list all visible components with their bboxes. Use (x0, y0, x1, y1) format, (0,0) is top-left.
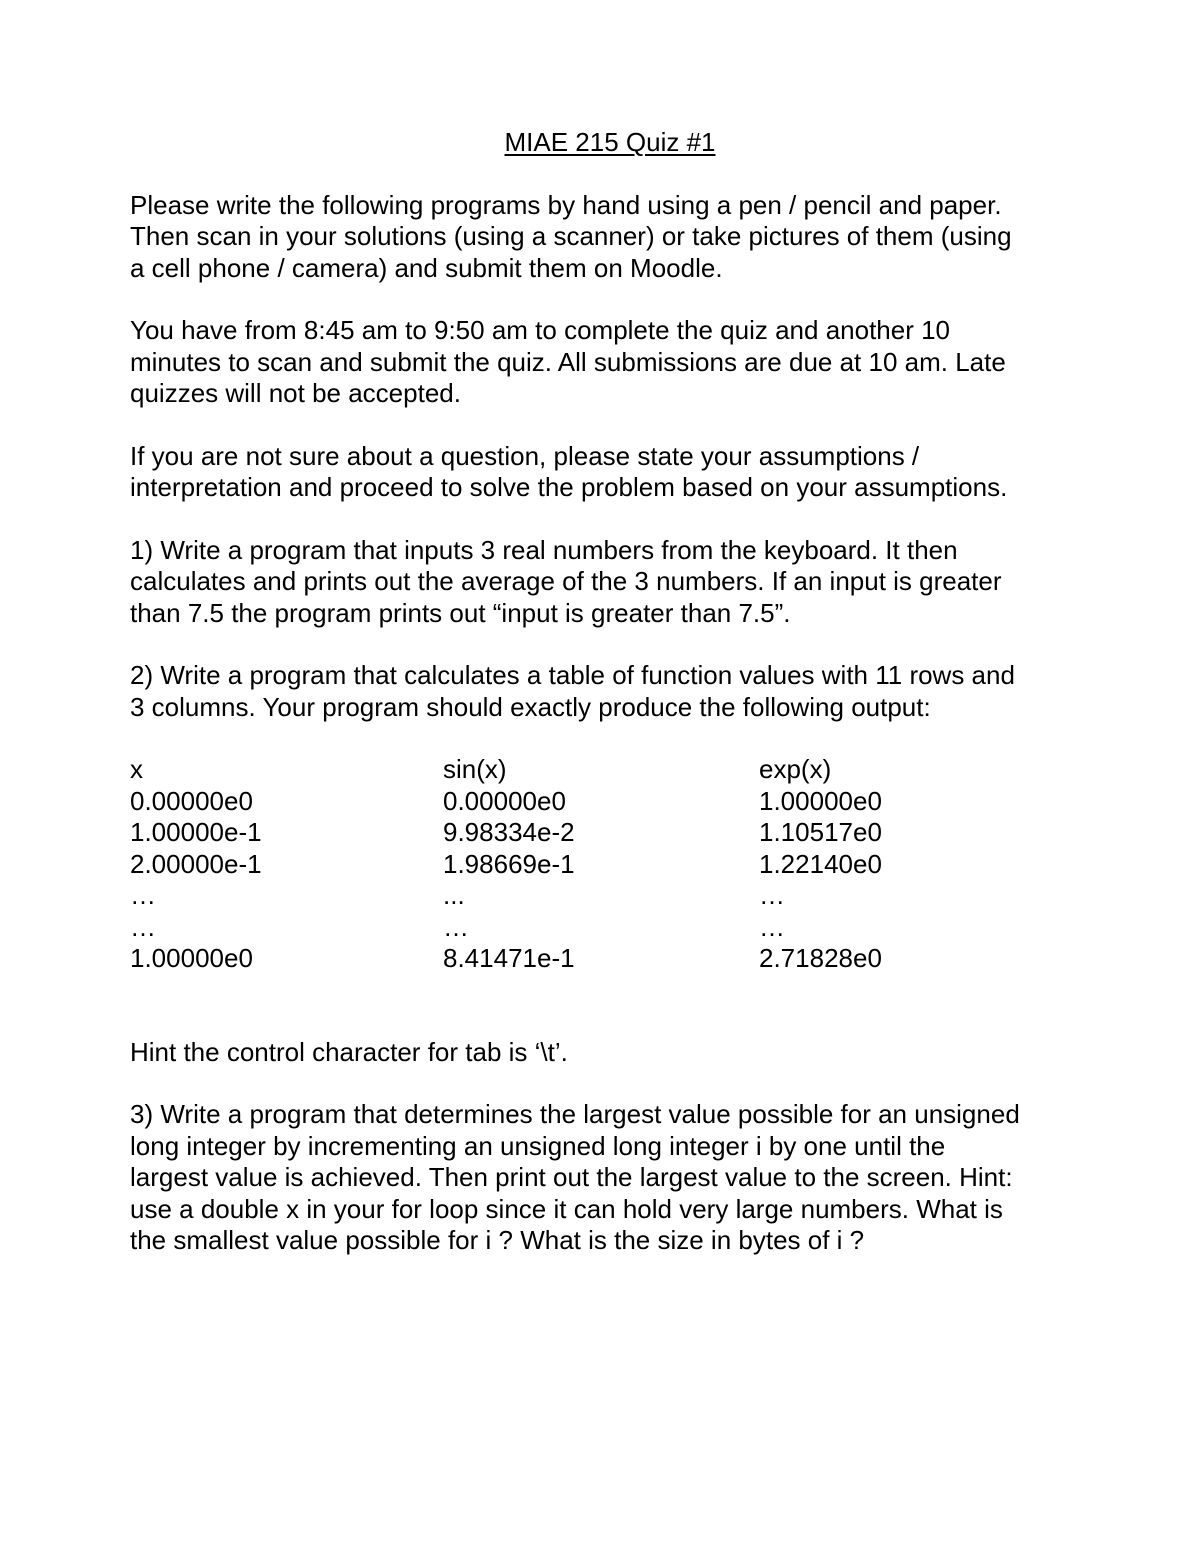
question-1-line: calculates and prints out the average of the 3 numbers. If an input is greater (130, 566, 1002, 596)
document-title: MIAE 215 Quiz #1 (504, 127, 716, 157)
assumptions-paragraph (130, 441, 1090, 504)
question-3-line: long integer by incrementing an unsigned long integer i by one until the (130, 1130, 946, 1161)
document-page (130, 127, 1090, 1288)
tab-hint (130, 1037, 1090, 1069)
function-table (130, 754, 1090, 975)
question-2-line: 3 columns. Your program should exactly produce the following output: (130, 691, 931, 722)
table-cell: ... (443, 880, 465, 910)
tab-hint-line: Hint the control character for tab is ‘\t’. (130, 1036, 568, 1067)
intro-line: a cell phone / camera) and submit them on Moodle. (130, 252, 723, 283)
table-cell: 2.71828e0 (759, 943, 882, 973)
table-cell: 9.98334e-2 (443, 817, 575, 847)
table-header-x: x (130, 754, 143, 784)
table-cell: … (443, 911, 469, 942)
assumptions-line: interpretation and proceed to solve the problem based on your assumptions. (130, 472, 1008, 502)
table-cell: 1.22140e0 (759, 848, 882, 879)
table-cell: 1.00000e-1 (130, 817, 262, 847)
table-cell: … (759, 911, 785, 942)
question-1-line: 1) Write a program that inputs 3 real numbers from the keyboard. It then (130, 534, 958, 565)
table-cell: 0.00000e0 (130, 785, 253, 816)
timing-line: minutes to scan and submit the quiz. All submissions are due at 10 am. Late (130, 346, 1006, 377)
table-cell: 1.10517e0 (759, 817, 882, 847)
assumptions-line: If you are not sure about a question, please state your assumptions / (130, 440, 920, 471)
intro-paragraph (130, 190, 1090, 285)
question-1-line: than 7.5 the program prints out “input is greater than 7.5”. (130, 597, 791, 628)
table-cell: 1.98669e-1 (443, 848, 575, 879)
table-cell: … (759, 880, 785, 910)
question-3-line: largest value is achieved. Then print out the largest value to the screen. Hint: (130, 1162, 1013, 1192)
table-row (130, 817, 1090, 849)
table-row (130, 849, 1090, 881)
question-3 (130, 1099, 1090, 1257)
timing-paragraph (130, 315, 1090, 410)
table-row (130, 912, 1090, 944)
table-header-exp: exp(x) (759, 754, 832, 784)
table-row (130, 880, 1090, 912)
table-cell: 0.00000e0 (443, 785, 566, 816)
table-cell: … (130, 911, 156, 942)
question-3-line: the smallest value possible for i ? What is the size in bytes of i ? (130, 1225, 865, 1255)
intro-line: Then scan in your solutions (using a scanner) or take pictures of them (using (130, 221, 1012, 251)
question-2 (130, 660, 1090, 723)
timing-line: You have from 8:45 am to 9:50 am to complete the quiz and another 10 (130, 315, 951, 345)
table-cell: … (130, 880, 156, 910)
timing-line: quizzes will not be accepted. (130, 378, 461, 408)
table-cell: 8.41471e-1 (443, 943, 575, 973)
table-row (130, 943, 1090, 975)
table-cell: 1.00000e0 (130, 943, 253, 973)
intro-line: Please write the following programs by hand using a pen / pencil and paper. (130, 189, 1002, 220)
question-3-line: 3) Write a program that determines the largest value possible for an unsigned (130, 1099, 1020, 1129)
table-header-row (130, 754, 1090, 786)
question-3-line: use a double x in your for loop since it can hold very large numbers. What is (130, 1193, 1003, 1224)
table-cell: 1.00000e0 (759, 785, 882, 816)
table-header-sin: sin(x) (443, 754, 507, 784)
question-1 (130, 535, 1090, 630)
table-row (130, 786, 1090, 818)
table-cell: 2.00000e-1 (130, 848, 262, 879)
question-2-line: 2) Write a program that calculates a table of function values with 11 rows and (130, 660, 1015, 690)
